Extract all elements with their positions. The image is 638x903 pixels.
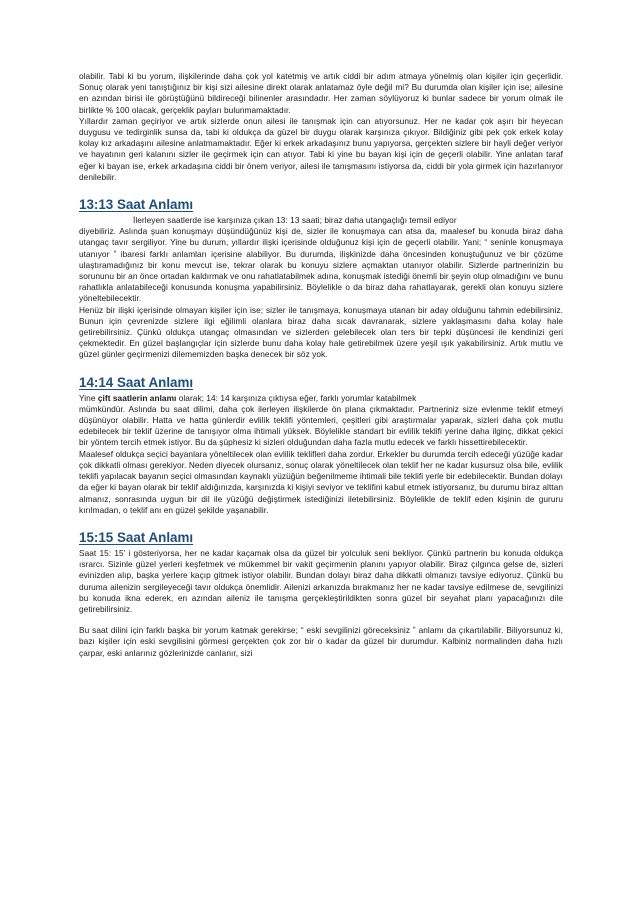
heading-1515: 15:15 Saat Anlamı (79, 529, 194, 545)
section-1515-paragraph-2: Bu saat dilini için farklı başka bir yorum katmak gerekirse; “ eski sevgilinizi göreceksiniz ˮ anlamı da çıkartılabilir. Biliyorsunuz ki, bazı kişiler için eski sevgilisini görmesi gerçekten çok zor bir o kadar da güzel bir durumdur. Kalbiniz normalinden daha hızlı çarpar, eski anlarınız gözlerinizde canlanır, sizi (79, 625, 563, 658)
document-body (79, 71, 563, 659)
section-1414-lead-bold: çift saatlerin anlamı (97, 392, 177, 403)
section-1313-paragraph: diyebiliriz. Aslında şuan konuşmayı düşündüğünüz kişi de, sizler ile konuşmaya can atsa da, maalesef bu konuda biraz daha utangaç tavır sergiliyor. Yine bu durum, yıllardır ilişki içerisinde olduğunuz kişi için de geçerli olabilir. Yani; “ seninle konuşmaya utanıyor ˮ ibaresi farklı anlamları içerisine alabiliyor. Bu durumda, ilişkinizde daha öncesinden konuştuğunuz ve bir çözüme ulaştıramadığınız bir konu mevcut ise, tekrar olarak bu konuyu sizlere açmaktan utanıyor olabilir. Sizlerde partnerinizin bu sorununu bir an önce ortadan kaldırmak ve onu rahatlatabilmek adına, konuşmak istediği önemli bir şeyin olup olmadığını ve bunu rahatlıkla anlatabileceği konusunda konuşma yapabilirsiniz. Böylelikle o da biraz daha rahatlayarak, gerekli olan konuyu sizlere yöneltebilecektir. Henüz bir ilişki içerisinde olmayan kişiler için ise; sizler ile tanışmaya, konuşmaya utanan bir aday olduğunu tahmin edebilirsiniz. Bunun için çevrenizde sizlere ilgi eğilimli olanlara biraz daha sıcak davranarak, sizlere yaklaşmasını daha kolay hale getirebilirsiniz. Çünkü oldukça utangaç olmasından ve sizlerden gelebilecek olan ters bir tepki düşüncesi ile kendinizi geri çekmektedir. En güzel başlangıçlar için sizlerde bunu daha kolay hale getirebilmek üzere yeşil ışık yakabilirsiniz. Artık mutlu ve güzel günler geçirmenizi dilememizden başka denecek bir söz yok. (79, 226, 563, 360)
section-1515-paragraph: Saat 15: 15’ i gösteriyorsa, her ne kadar kaçamak olsa da güzel bir yolculuk seni bekliyor. Çünkü partnerin bu konuda oldukça ısrarcı. Sizinle güzel yerleri keşfetmek ve mükemmel bir vakit geçirmenin planını yapıyor olabilir. Biraz çılgınca gelse de, sizleri evinizden alıp, başka yerlere kaçıp gitmek istiyor olabilir. Bundan dolayı biraz daha dikkatli olmanızı tavsiye ediyoruz. Çünkü bu duruma ailenizin sergileyeceği tavır oldukça önemlidir. Ailenizi arkanızda bırakmanız her ne kadar tavsiye edilmese de, sevgilinizi bu konuda ikna ederek, en azından aileniz ile tanışma gerçekleştirildikten sonra güzel bir seyahat planı yapacağınızı dile getirebilirsiniz. (79, 547, 563, 614)
section-1313-lead (79, 215, 563, 226)
heading-1313: 13:13 Saat Anlamı (79, 197, 194, 213)
section-1414-paragraph: mümkündür. Aslında bu saat dilimi, daha çok ilerleyen ilişkilerde ön plana çıkmaktadır. Partneriniz size evlenme teklif etmeyi düşünüyor olabilir. Hatta ve hatta günlerdir evlilik teklifi yöntemleri, çeşitleri gibi araştırmalar yaparak, sizleri daha çok mutlu edebilecek bir teklif üzerine de tanışıyor olma ihtimali yüksek. Böylelikle standart bir evlilik teklifi yerine daha ilginç, dikkat çekici bir yöntem tercih etmek istiyor. Bu da şüphesiz ki sizleri olduğundan daha fazla mutlu edecek ve farklı hissettirebilecektir. Maalesef oldukça seçici bayanlara yöneltilecek olan evlilik teklifleri daha zordur. Erkekler bu durumda tercih edeceği yüzüğe kadar çok dikkatli olması gerekiyor. Neden diyecek olursanız, sonuç olarak yöneltilecek olan teklif her ne kadar kusursuz olsa bile, evlilik teklifi yapılacak bayanın seçici olmasından kaynaklı yüzüğün beğenilmeme ihtimali bile teklifi yerle bir edebilecektir. Bundan dolayı da eğer ki bayan olarak bir teklif aldığınızda, karşınızda ki kişiyi seviyor ve teklifini kabul etmek istiyorsanız, bu durumu biraz alttan almanız, sonrasında uygun bir dil ile yüzüğü değiştirmek istediğinizi iletebilirsiniz. Böylelikle de teklif eden kişinin de gururu kırılmadan, o teklif anı en güzel şekilde yaşanabilir. (79, 403, 563, 515)
section-1414-lead-rest: olarak; 14: 14 karşınıza çıktıysa eğer, farklı yorumlar katabilmek (176, 392, 417, 403)
section-1414-lead-prefix: Yine (79, 392, 98, 403)
section-1313-lead-text: İlerleyen saatlerde ise karşınıza çıkan 13: 13 saati; biraz daha utangaçlığı temsil ediyor (133, 215, 457, 226)
intro-paragraph: olabilir. Tabi ki bu yorum, ilişkilerinde daha çok yol katetmiş ve artık ciddi bir adım atmaya yönelmiş olan kişiler için geçerlidir. Sonuç olarak yeni tanıştığınız bir kişi sizi ailesine direkt olarak anlatamaz öyle değil mi? Bu durumda olan kişiler için ise; ailesine en azından birisi ile görüştüğünü bildireceği bilinenler arasındadır. Her zaman söylüyoruz ki bunlar sadece bir yorum olmak ile birlikte % 100 olacak, gerçeklik payları bulunmamaktadır. Yıllardır zaman geçiriyor ve artık sizlerde onun ailesi ile tanışmak için can atıyorsunuz. Her ne kadar çok aşırı bir heyecan duygusu ve tedirginlik sunsa da, tabi ki oldukça da güzel bir duygu olarak karşınıza çıkıyor. Bildiğiniz gibi pek çok erkek kolay kolay kız arkadaşını ailesine anlatmamaktadır. Eğer ki erkek arkadaşınız bunu yapıyorsa, gerçekten sizlere bir hayli değer veriyor ve hayatının geri kalanını sizler ile geçirmek için can atıyor. Tabi ki yine bu bayan kişi için de geçerli olabilir. Yine anlatan taraf eğer ki bayan ise, erkek arkadaşına ciddi bir önem veriyor, ailesi ile tanışmasını istiyorsa da, ciddi bir yola girmek için hazırlanıyor denilebilir. (79, 71, 563, 182)
heading-1414: 14:14 Saat Anlamı (79, 374, 194, 390)
section-1414-lead (79, 393, 563, 404)
